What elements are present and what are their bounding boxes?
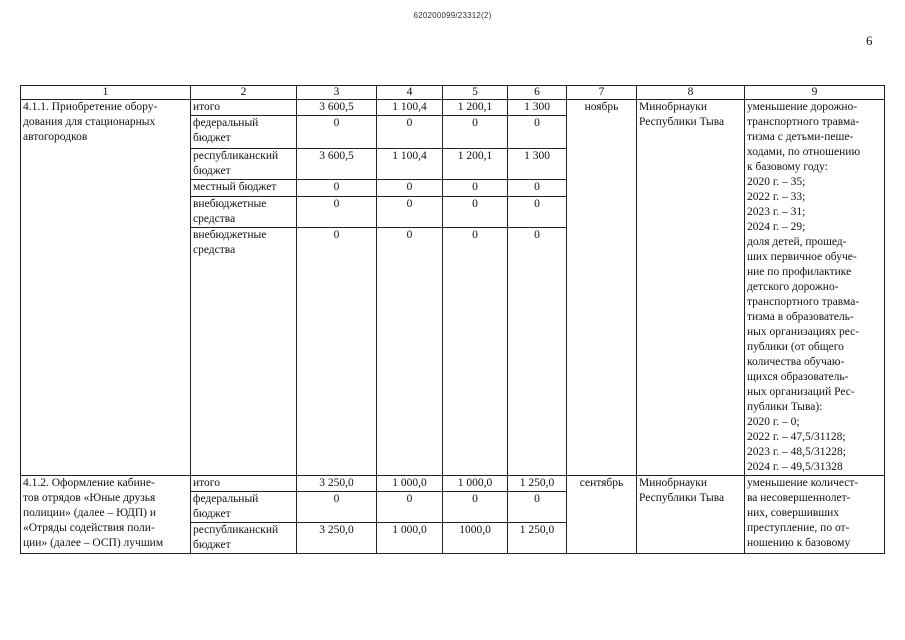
col-header: 7 (567, 86, 637, 100)
col-header: 4 (377, 86, 443, 100)
value-total: 0 (297, 228, 377, 476)
value-year: 1 000,0 (377, 523, 443, 554)
col-header: 9 (745, 86, 885, 100)
value-year: 0 (508, 180, 567, 196)
value-total: 3 600,5 (297, 148, 377, 180)
indicators: уменьшение количест- ва несовершеннолет- них, совершивших преступление, по от- ношению к базовому (745, 476, 885, 554)
value-year: 0 (443, 492, 508, 523)
funding-source: внебюджетные средства (191, 228, 297, 476)
document-id: 620200099/23312(2) (413, 11, 492, 20)
value-total: 0 (297, 180, 377, 196)
col-header: 5 (443, 86, 508, 100)
value-total: 0 (297, 196, 377, 228)
funding-source: итого (191, 100, 297, 116)
value-year: 1 250,0 (508, 476, 567, 492)
deadline: сентябрь (567, 476, 637, 554)
value-year: 0 (377, 116, 443, 149)
value-year: 0 (508, 196, 567, 228)
executor: Минобрнауки Республики Тыва (637, 100, 745, 476)
funding-source: внебюджетные средства (191, 196, 297, 228)
funding-source: федеральный бюджет (191, 116, 297, 149)
value-year: 1 100,4 (377, 148, 443, 180)
value-year: 1 000,0 (443, 476, 508, 492)
value-year: 1 200,1 (443, 148, 508, 180)
col-header: 1 (21, 86, 191, 100)
indicators: уменьшение дорожно- транспортного травма- тизма с детьми-пеше- ходами, по отношению к базовому году: 2020 г. – 35; 2022 г. – 33; 2023 г. – 31; 2024 г. – 29; доля детей, прошед- ших первичное обуче- ние по профилактике детского дорожно- транспортного травма- тизма в образователь- ных организациях рес- публики (от общего количества обучаю- щихся образователь- ных организаций Рес- публики Тыва): 2020 г. – 0; 2022 г. – 47,5/31128; 2023 г. – 48,5/31228; 2024 г. – 49,5/31328 (745, 100, 885, 476)
value-year: 1 100,4 (377, 100, 443, 116)
value-total: 3 600,5 (297, 100, 377, 116)
value-year: 0 (377, 492, 443, 523)
value-year: 0 (443, 228, 508, 476)
value-year: 1 200,1 (443, 100, 508, 116)
funding-source: республиканский бюджет (191, 148, 297, 180)
program-table (20, 85, 885, 554)
value-total: 0 (297, 116, 377, 149)
activity-title: 4.1.2. Оформление кабине- тов отрядов «Юные друзья полиции» (далее – ЮДП) и «Отряды содействия поли- ции» (далее – ОСП) лучшим (21, 476, 191, 554)
value-year: 0 (377, 228, 443, 476)
table-row (21, 100, 885, 116)
value-year: 1000,0 (443, 523, 508, 554)
col-header: 6 (508, 86, 567, 100)
value-year: 0 (443, 116, 508, 149)
value-year: 1 300 (508, 100, 567, 116)
header-row (21, 86, 885, 100)
value-total: 3 250,0 (297, 476, 377, 492)
value-year: 0 (508, 228, 567, 476)
value-year: 0 (377, 196, 443, 228)
executor: Минобрнауки Республики Тыва (637, 476, 745, 554)
value-year: 1 000,0 (377, 476, 443, 492)
col-header: 2 (191, 86, 297, 100)
funding-source: итого (191, 476, 297, 492)
value-total: 0 (297, 492, 377, 523)
value-year: 0 (377, 180, 443, 196)
funding-source: местный бюджет (191, 180, 297, 196)
funding-source: республиканский бюджет (191, 523, 297, 554)
deadline: ноябрь (567, 100, 637, 476)
col-header: 3 (297, 86, 377, 100)
value-total: 3 250,0 (297, 523, 377, 554)
activity-title: 4.1.1. Приобретение обору- дования для стационарных автогородков (21, 100, 191, 476)
value-year: 0 (443, 196, 508, 228)
value-year: 0 (508, 492, 567, 523)
value-year: 0 (443, 180, 508, 196)
value-year: 1 300 (508, 148, 567, 180)
table-row (21, 476, 885, 492)
value-year: 1 250,0 (508, 523, 567, 554)
value-year: 0 (508, 116, 567, 149)
page-number: 6 (866, 33, 873, 48)
funding-source: федеральный бюджет (191, 492, 297, 523)
col-header: 8 (637, 86, 745, 100)
